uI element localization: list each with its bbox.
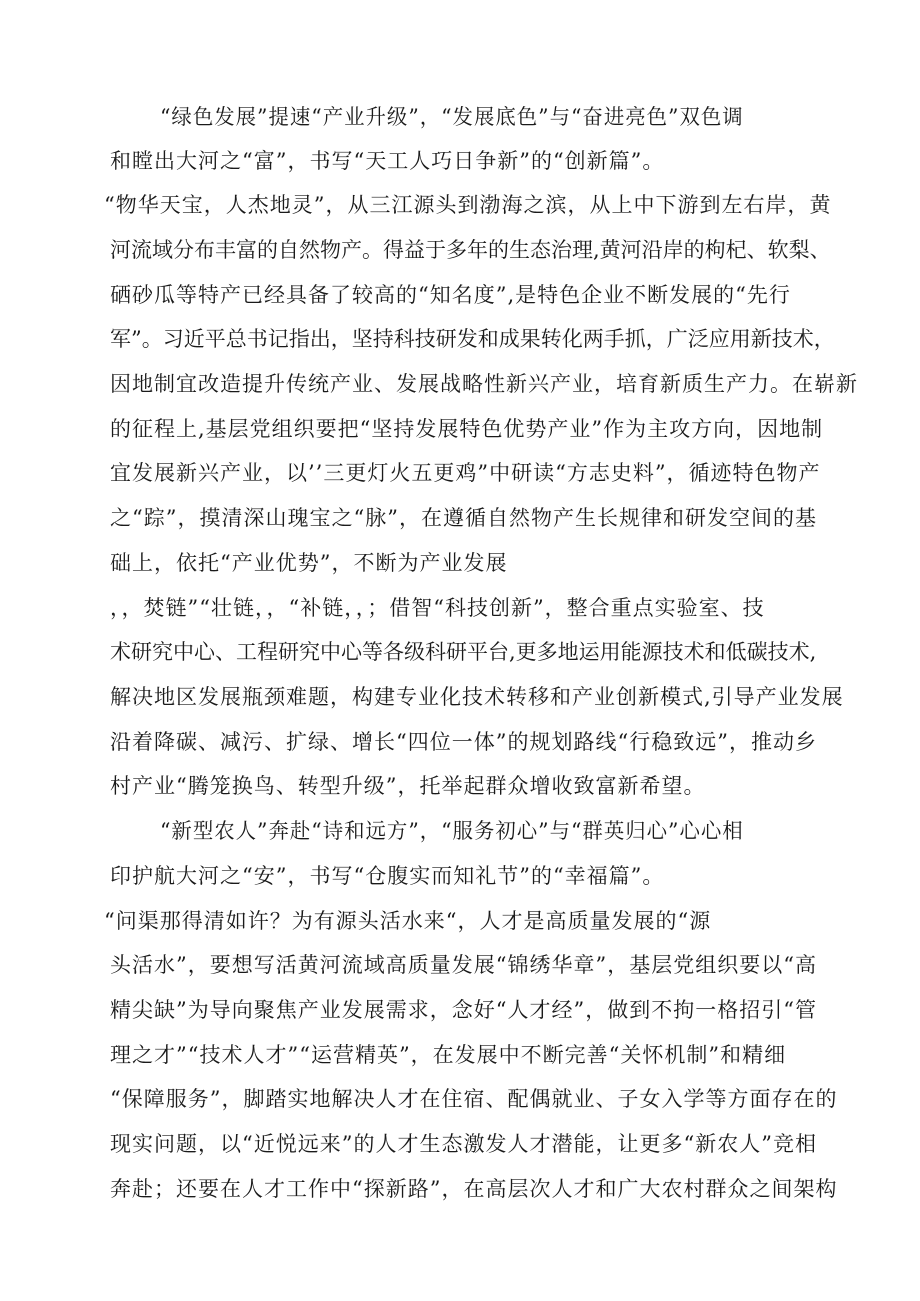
text-line: 的征程上,基层党组织要把“坚持发展特色优势产业”作为主攻方向，因地制	[110, 417, 824, 441]
text-line: 解决地区发展瓶颈难题，构建专业化技术转移和产业创新模式,引导产业发展	[110, 685, 844, 709]
text-line: 沿着降碳、减污、扩绿、增长“四位一体”的规划路线“行稳致远”，推动乡	[110, 730, 817, 754]
text-line: 理之才”“技术人才”“运营精英”，在发展中不断完善“关怀机制”和精细	[110, 1043, 787, 1067]
text-line: 印护航大河之“安”，书写“仓腹实而知礼节”的“幸福篇”。	[110, 864, 665, 888]
text-line: 精尖缺”为导向聚焦产业发展需求，念好“人才经”，做到不拘一格招引“管	[110, 998, 817, 1022]
text-line: 现实问题，以“近悦远来”的人才生态激发人才潜能，让更多“新农人”竞相	[110, 1132, 817, 1156]
text-line: 河流域分布丰富的自然物产。得益于多年的生态治理,黄河沿岸的枸杞、软梨、	[110, 238, 831, 262]
text-line: 和瞠出大河之“富”，书写“天工人巧日争新”的“创新篇”。	[110, 149, 665, 173]
text-line: 宜发展新兴产业，以’’三更灯火五更鸡”中研读“方志史料”，循迹特色物产	[110, 461, 821, 485]
text-line: 硒砂瓜等特产已经具备了较高的“知名度”,是特色企业不断发展的“先行	[110, 283, 791, 307]
text-line: ，，焚链”“壮链，，“补链，，；借智“科技创新”，整合重点实验室、技	[110, 596, 765, 620]
text-line: 头活水”，要想写活黄河流域高质量发展“锦绣华章”，基层党组织要以“高	[110, 953, 817, 977]
text-line: 术研究中心、工程研究中心等各级科研平台,更多地运用能源技术和低碳技术,	[110, 640, 817, 664]
text-line: “绿色发展”提速“产业升级”，“发展底色”与“奋进亮色”双色调	[160, 105, 744, 129]
text-line: “新型农人”奔赴“诗和远方”，“服务初心”与“群英归心”心心相	[160, 819, 744, 843]
text-line: 因地制宜改造提升传统产业、发展战略性新兴产业，培育新质生产力。在崭新	[110, 372, 858, 396]
text-line: 军”。习近平总书记指出，坚持科技研发和成果转化两手抓，广泛应用新技术，	[110, 327, 835, 351]
text-line: 村产业“腾笼换鸟、转型升级”，托举起群众增收致富新希望。	[110, 774, 706, 798]
text-line: 奔赴；还要在人才工作中“探新路”，在高层次人才和广大农村群众之间架构	[110, 1177, 838, 1201]
text-line: 础上，依托“产业优势”，不断为产业发展	[110, 551, 508, 575]
text-line: “问渠那得清如许？为有源头活水来“，人才是高质量发展的“源	[104, 909, 712, 933]
text-line: 之“踪”，摸清深山瑰宝之“脉”，在遵循自然物产生长规律和研发空间的基	[110, 506, 817, 530]
text-line: “保障服务”，脚踏实地解决人才在住宿、配偶就业、子女入学等方面存在的	[110, 1087, 838, 1111]
text-line: “物华天宝，人杰地灵”，从三江源头到渤海之滨，从上中下游到左右岸，黄	[104, 193, 832, 217]
